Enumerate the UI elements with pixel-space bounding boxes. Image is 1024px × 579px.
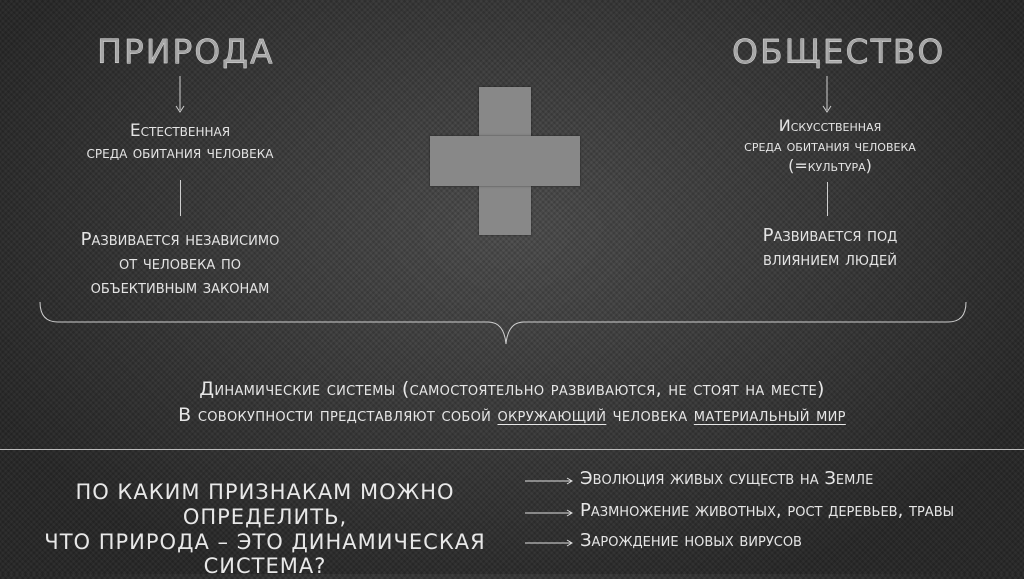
society-heading: ОБЩЕСТВО — [732, 32, 946, 71]
curly-brace-icon — [38, 300, 968, 350]
answer-item: Размножение животных, рост деревьев, травы — [580, 500, 955, 521]
society-development: Развивается под влиянием людей — [762, 225, 898, 270]
question-text: ПО КАКИМ ПРИЗНАКАМ МОЖНО ОПРЕДЕЛИТЬ, ЧТО ПРИРОДА – ЭТО ДИНАМИЧЕСКАЯ СИСТЕМА? — [44, 480, 486, 579]
nature-description: Естественная среда обитания человека — [86, 121, 274, 164]
answer-item: Зарождение новых вирусов — [580, 530, 802, 551]
summary-line-1: Динамические системы (самостоятельно развиваются, не стоят на месте) — [199, 378, 825, 400]
plus-icon — [430, 87, 580, 235]
nature-development: Развивается независимо от человека по объективным законам — [80, 229, 280, 298]
connector-line — [180, 180, 181, 216]
underlined-term: материальный мир — [693, 404, 846, 426]
underlined-term: окружающий — [497, 404, 607, 426]
summary-text: В совокупности представляют собой — [178, 404, 498, 426]
summary-text: человека — [606, 404, 694, 426]
arrow-down-icon — [821, 76, 833, 116]
arrow-right-icon — [525, 508, 575, 518]
arrow-right-icon — [525, 538, 575, 548]
connector-line — [827, 182, 828, 216]
arrow-down-icon — [174, 76, 186, 116]
arrow-right-icon — [525, 476, 575, 486]
divider — [0, 449, 1024, 450]
answer-item: Эволюция живых существ на Земле — [580, 468, 874, 489]
summary-line-2 — [0, 404, 1024, 426]
nature-heading: ПРИРОДА — [97, 32, 275, 71]
society-description: Искусственная среда обитания человека (=культура) — [744, 116, 916, 175]
